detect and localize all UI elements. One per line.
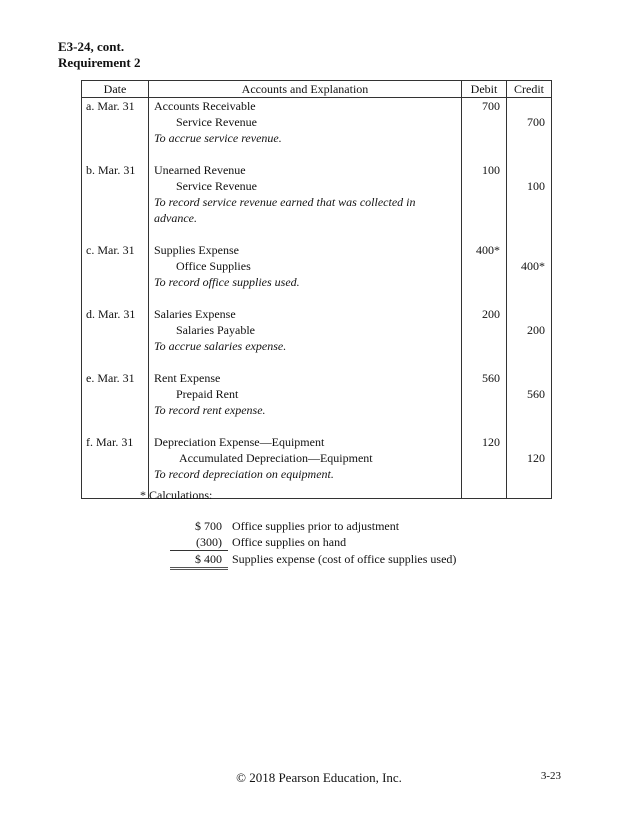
table-row	[82, 354, 552, 370]
table-row	[82, 226, 552, 242]
row-debit	[462, 226, 507, 242]
calculations-title: * Calculations:	[140, 488, 213, 502]
row-explanation: To record office supplies used.	[154, 275, 300, 289]
table-row	[82, 402, 552, 418]
row-debit	[462, 386, 507, 402]
row-debit: 120	[462, 434, 507, 450]
row-debit	[462, 354, 507, 370]
credit-account: Service Revenue	[176, 115, 257, 129]
row-credit	[507, 162, 552, 178]
row-explanation: To record depreciation on equipment.	[154, 467, 334, 481]
journal-body	[82, 98, 552, 499]
row-credit: 200	[507, 322, 552, 338]
credit-account: Prepaid Rent	[176, 387, 239, 401]
row-date	[82, 338, 149, 354]
table-row	[82, 338, 552, 354]
table-row	[82, 162, 552, 178]
table-row	[82, 434, 552, 450]
row-account	[149, 242, 462, 258]
row-account	[149, 306, 462, 322]
row-date	[82, 226, 149, 242]
header-debit: Debit	[462, 81, 507, 98]
row-debit	[462, 178, 507, 194]
debit-account: Unearned Revenue	[154, 163, 246, 177]
row-account	[149, 130, 462, 146]
row-spacer	[462, 482, 507, 499]
row-debit	[462, 146, 507, 162]
row-account	[149, 434, 462, 450]
table-row	[82, 258, 552, 274]
row-account	[149, 322, 462, 338]
debit-account: Accounts Receivable	[154, 99, 256, 113]
row-account	[149, 274, 462, 290]
table-row	[82, 466, 552, 482]
row-date	[82, 418, 149, 434]
row-date	[82, 258, 149, 274]
table-row	[82, 418, 552, 434]
row-debit	[462, 258, 507, 274]
row-debit	[462, 466, 507, 482]
row-debit	[462, 290, 507, 306]
row-credit	[507, 130, 552, 146]
row-credit: 100	[507, 178, 552, 194]
journal-table	[81, 80, 552, 499]
credit-account: Salaries Payable	[176, 323, 255, 337]
row-credit	[507, 418, 552, 434]
calc-description: Office supplies on hand	[232, 535, 347, 549]
row-debit	[462, 418, 507, 434]
calc-row	[170, 551, 456, 570]
row-account	[149, 162, 462, 178]
row-debit: 400*	[462, 242, 507, 258]
row-date: a. Mar. 31	[82, 98, 149, 115]
debit-account: Supplies Expense	[154, 243, 239, 257]
credit-account: Service Revenue	[176, 179, 257, 193]
requirement-title: Requirement 2	[58, 55, 141, 70]
debit-account: Rent Expense	[154, 371, 221, 385]
table-row	[82, 146, 552, 162]
row-date	[82, 402, 149, 418]
table-row	[82, 274, 552, 290]
row-account	[149, 354, 462, 370]
table-row	[82, 322, 552, 338]
row-debit	[462, 450, 507, 466]
table-row	[82, 130, 552, 146]
calc-amount: $ 700	[195, 519, 222, 533]
row-account	[149, 466, 462, 482]
calc-row	[170, 518, 456, 534]
row-explanation: To record service revenue earned that was collected in	[154, 195, 416, 209]
row-date	[82, 322, 149, 338]
row-date	[82, 274, 149, 290]
credit-account: Office Supplies	[176, 259, 251, 273]
table-row	[82, 370, 552, 386]
row-account	[149, 114, 462, 130]
row-date: c. Mar. 31	[82, 242, 149, 258]
row-credit	[507, 194, 552, 210]
row-debit	[462, 194, 507, 210]
row-credit	[507, 290, 552, 306]
row-date	[82, 146, 149, 162]
row-explanation: To accrue service revenue.	[154, 131, 282, 145]
row-credit	[507, 402, 552, 418]
row-credit	[507, 210, 552, 226]
row-spacer	[507, 482, 552, 499]
row-credit: 560	[507, 386, 552, 402]
calc-amount: (300)	[170, 534, 228, 551]
row-debit	[462, 322, 507, 338]
row-date	[82, 450, 149, 466]
row-account	[149, 450, 462, 466]
table-row	[82, 210, 552, 226]
row-explanation: advance.	[154, 211, 197, 225]
page-number: 3-23	[540, 770, 561, 782]
debit-account: Salaries Expense	[154, 307, 236, 321]
row-date	[82, 354, 149, 370]
row-account	[149, 418, 462, 434]
row-account	[149, 370, 462, 386]
header-credit: Credit	[507, 81, 552, 98]
debit-account: Depreciation Expense—Equipment	[154, 435, 325, 449]
table-row	[82, 178, 552, 194]
row-date	[82, 194, 149, 210]
row-debit	[462, 402, 507, 418]
row-account	[149, 226, 462, 242]
row-account	[149, 178, 462, 194]
row-debit	[462, 274, 507, 290]
copyright-footer: © 2018 Pearson Education, Inc.	[236, 770, 402, 785]
row-date	[82, 210, 149, 226]
row-credit	[507, 306, 552, 322]
row-date	[82, 130, 149, 146]
header-date: Date	[82, 81, 149, 98]
row-credit: 120	[507, 450, 552, 466]
row-credit: 700	[507, 114, 552, 130]
row-credit	[507, 242, 552, 258]
row-debit	[462, 210, 507, 226]
calc-amount: $ 400	[170, 551, 228, 570]
row-account	[149, 258, 462, 274]
row-spacer	[82, 482, 149, 499]
row-explanation: To record rent expense.	[154, 403, 266, 417]
calculations-block	[170, 518, 456, 570]
row-account	[149, 290, 462, 306]
table-row	[82, 242, 552, 258]
calc-description: Office supplies prior to adjustment	[232, 519, 400, 533]
row-credit	[507, 354, 552, 370]
header-accounts: Accounts and Explanation	[149, 81, 462, 98]
row-account	[149, 386, 462, 402]
row-credit	[507, 434, 552, 450]
table-row	[82, 194, 552, 210]
table-row	[82, 306, 552, 322]
row-date	[82, 386, 149, 402]
row-debit	[462, 130, 507, 146]
row-explanation: To accrue salaries expense.	[154, 339, 287, 353]
calc-row	[170, 534, 456, 551]
row-account	[149, 98, 462, 115]
row-date	[82, 114, 149, 130]
row-date: d. Mar. 31	[82, 306, 149, 322]
row-debit	[462, 114, 507, 130]
table-row	[82, 386, 552, 402]
table-row	[82, 114, 552, 130]
credit-account: Accumulated Depreciation—Equipment	[179, 451, 373, 465]
row-credit	[507, 338, 552, 354]
row-date	[82, 290, 149, 306]
row-credit	[507, 98, 552, 115]
row-credit: 400*	[507, 258, 552, 274]
row-credit	[507, 226, 552, 242]
row-debit: 100	[462, 162, 507, 178]
exercise-title: E3-24, cont.	[58, 39, 125, 54]
table-row	[82, 290, 552, 306]
row-account	[149, 338, 462, 354]
calc-description: Supplies expense (cost of office supplies used)	[232, 552, 457, 566]
row-credit	[507, 274, 552, 290]
row-debit: 200	[462, 306, 507, 322]
row-account	[149, 146, 462, 162]
row-account	[149, 194, 462, 210]
row-account	[149, 210, 462, 226]
table-row	[82, 450, 552, 466]
row-credit	[507, 146, 552, 162]
row-credit	[507, 466, 552, 482]
row-debit: 700	[462, 98, 507, 115]
table-row	[82, 98, 552, 115]
row-debit	[462, 338, 507, 354]
row-credit	[507, 370, 552, 386]
row-date: e. Mar. 31	[82, 370, 149, 386]
row-debit: 560	[462, 370, 507, 386]
row-date	[82, 466, 149, 482]
table-header-row	[82, 81, 552, 98]
row-date: f. Mar. 31	[82, 434, 149, 450]
row-date	[82, 178, 149, 194]
row-date: b. Mar. 31	[82, 162, 149, 178]
row-account	[149, 402, 462, 418]
